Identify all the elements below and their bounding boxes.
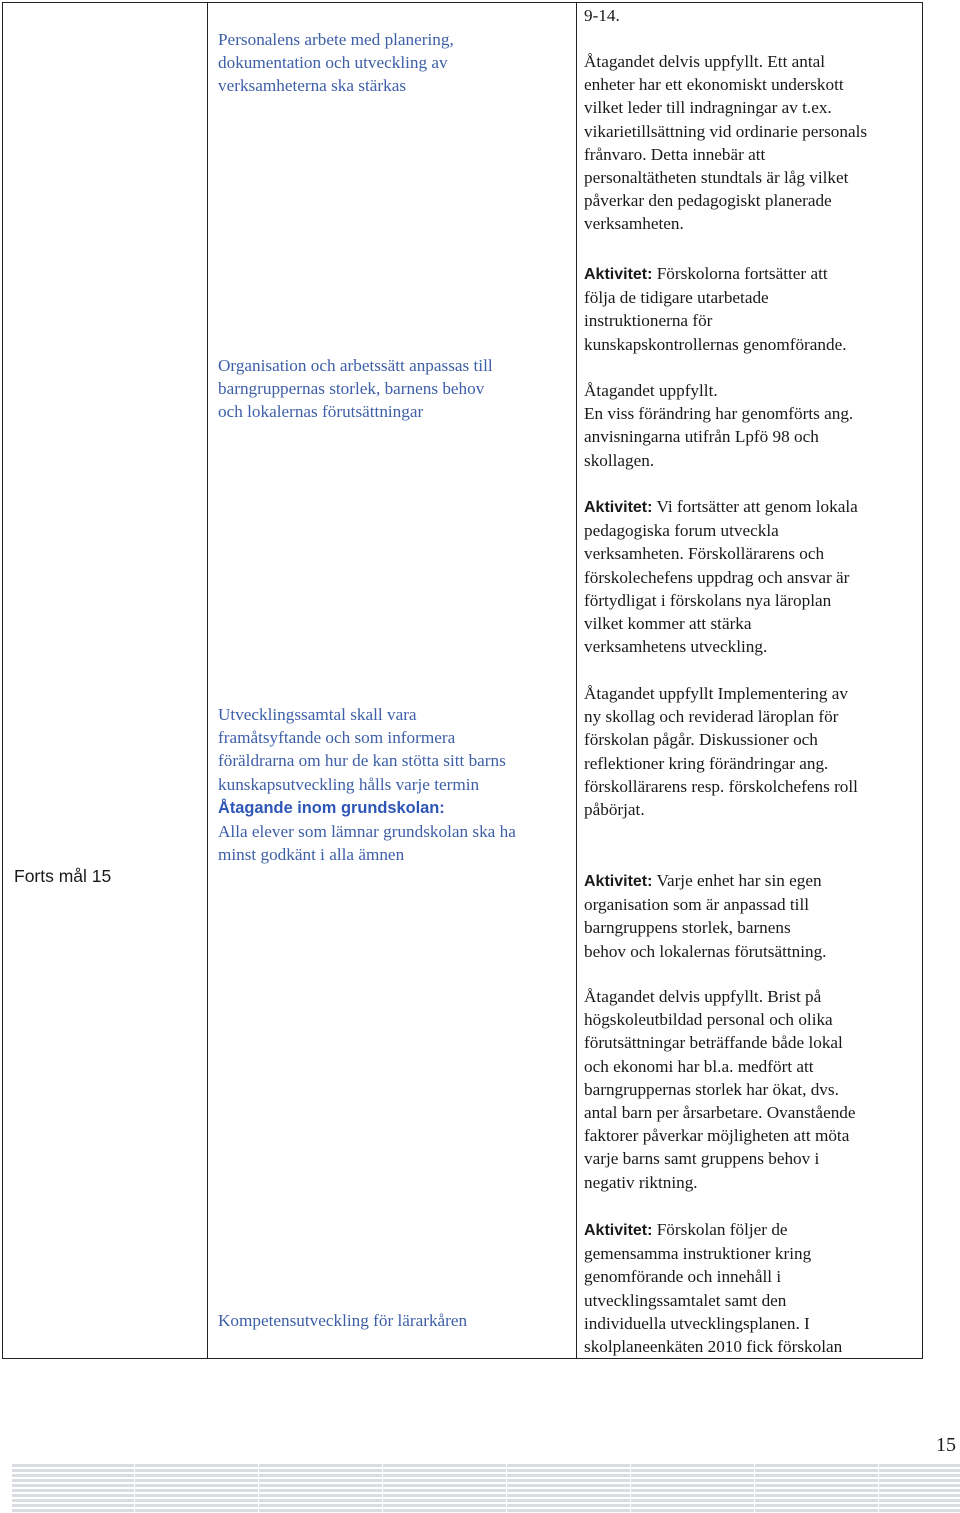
paragraph-7 [584, 985, 918, 1194]
text-line: vilket leder till indragningar av t.ex. [584, 98, 832, 118]
text-line: En viss förändring har genomförts ang. [584, 404, 854, 424]
text-line: påverkar den pedagogiskt planerade [584, 191, 832, 211]
text-line: instruktionerna för [584, 311, 713, 331]
footer-band-divider [754, 1462, 755, 1512]
goal-line: föräldrarna om hur de kan stötta sitt barns [218, 751, 506, 771]
goal-line: barngruppernas storlek, barnens behov [218, 379, 485, 399]
text-line: förutsättningar beträffande både lokal [584, 1033, 843, 1053]
paragraph-3 [584, 379, 918, 472]
text-line: 9-14. [584, 6, 620, 25]
text-line: förskolan pågår. Diskussioner och [584, 730, 818, 750]
goal-competence [218, 1309, 568, 1332]
footer-decorative-band [12, 1462, 960, 1512]
goal-line: Utvecklingssamtal skall vara [218, 705, 417, 724]
activity-label: Aktivitet: [584, 873, 653, 890]
column-divider [576, 3, 577, 1358]
paragraph-2 [584, 262, 918, 356]
paragraph-5 [584, 682, 918, 821]
text-line: frånvaro. Detta innebär att [584, 144, 766, 164]
activity-label: Aktivitet: [584, 1222, 653, 1239]
text-line: Åtagandet delvis uppfyllt. Ett antal [584, 52, 826, 71]
text-line: varje barns samt gruppens behov i [584, 1149, 820, 1169]
goal-line: kunskapsutveckling hålls varje termin [218, 774, 480, 794]
text-line: enheter har ett ekonomiskt underskott [584, 75, 844, 95]
activity-label: Aktivitet: [584, 499, 653, 516]
goal-development-talks [218, 703, 570, 866]
text-line: reflektioner kring förändringar ang. [584, 753, 829, 773]
paragraph-0 [584, 4, 918, 27]
text-line: högskoleutbildad personal och olika [584, 1010, 833, 1030]
text-line: Åtagandet uppfyllt. [584, 381, 718, 400]
text-line: personaltätheten stundtals är låg vilket [584, 168, 849, 188]
footer-band-divider [134, 1462, 135, 1512]
goal-line: och lokalernas förutsättningar [218, 402, 424, 422]
page-number: 15 [936, 1434, 956, 1456]
text-line: förtydligat i förskolans nya läroplan [584, 590, 832, 610]
footer-band-divider [258, 1462, 259, 1512]
commitment-heading: Åtagande inom grundskolan: [218, 798, 445, 817]
footer-band-divider [382, 1462, 383, 1512]
text-line: skolplaneenkäten 2010 fick förskolan [584, 1337, 843, 1357]
goal-line: Alla elever som lämnar grundskolan ska ha [218, 822, 516, 842]
left-row-label: Forts mål 15 [14, 866, 112, 886]
text-line: ny skollag och reviderad läroplan för [584, 707, 839, 727]
goal-staff-planning [218, 28, 568, 98]
column-divider [207, 3, 208, 1358]
text-line: vikarietillsättning vid ordinarie personals [584, 121, 868, 141]
goal-line: minst godkänt i alla ämnen [218, 845, 405, 865]
text-line: negativ riktning. [584, 1172, 698, 1192]
text-line: anvisningarna utifrån Lpfö 98 och [584, 427, 819, 447]
text-line: förskolechefens uppdrag och ansvar är [584, 567, 850, 587]
goal-line: Kompetensutveckling för lärarkåren [218, 1311, 468, 1330]
text-line: barngruppens storlek, barnens [584, 918, 791, 938]
text-line: Förskolorna fortsätter att [652, 264, 828, 283]
footer-band-divider [878, 1462, 879, 1512]
text-line: genomförande och innehåll i [584, 1267, 782, 1287]
goal-line: framåtsyftande och som informera [218, 728, 456, 748]
text-line: organisation som är anpassad till [584, 895, 809, 915]
text-line: och ekonomi har bl.a. medfört att [584, 1056, 814, 1076]
text-line: kunskapskontrollernas genomförande. [584, 334, 847, 354]
goal-organisation [218, 354, 568, 424]
goal-line: dokumentation och utveckling av [218, 53, 448, 73]
text-line: följa de tidigare utarbetade [584, 288, 769, 308]
text-line: pedagogiska forum utveckla [584, 521, 779, 541]
text-line: gemensamma instruktioner kring [584, 1244, 812, 1264]
text-line: behov och lokalernas förutsättning. [584, 941, 827, 961]
goal-line: Personalens arbete med planering, [218, 30, 454, 49]
text-line: verksamhetens utveckling. [584, 637, 768, 657]
text-line: Åtagandet uppfyllt Implementering av [584, 684, 848, 703]
text-line: faktorer påverkar möjligheten att möta [584, 1126, 850, 1146]
activity-label: Aktivitet: [584, 266, 653, 283]
text-line: Åtagandet delvis uppfyllt. Brist på [584, 987, 822, 1006]
text-line: utvecklingssamtalet samt den [584, 1290, 787, 1310]
footer-band-divider [506, 1462, 507, 1512]
text-line: skollagen. [584, 450, 655, 470]
text-line: Vi fortsätter att genom lokala [652, 497, 858, 516]
goal-line: verksamheterna ska stärkas [218, 76, 407, 96]
text-line: antal barn per årsarbetare. Ovanstående [584, 1103, 856, 1123]
text-line: påbörjat. [584, 800, 645, 820]
paragraph-1 [584, 50, 918, 236]
footer-band-divider [630, 1462, 631, 1512]
text-line: individuella utvecklingsplanen. I [584, 1313, 810, 1333]
text-line: barngruppernas storlek har ökat, dvs. [584, 1079, 839, 1099]
text-line: Varje enhet har sin egen [652, 871, 822, 890]
text-line: verksamheten. [584, 214, 684, 234]
text-line: Förskolan följer de [652, 1220, 788, 1239]
paragraph-4 [584, 495, 918, 658]
paragraph-6 [584, 869, 918, 963]
text-line: vilket kommer att stärka [584, 614, 752, 634]
goal-line: Organisation och arbetssätt anpassas till [218, 356, 493, 375]
paragraph-8 [584, 1218, 918, 1358]
text-line: förskollärarens resp. förskolchefens roll [584, 776, 858, 796]
text-line: verksamheten. Förskollärarens och [584, 544, 825, 564]
